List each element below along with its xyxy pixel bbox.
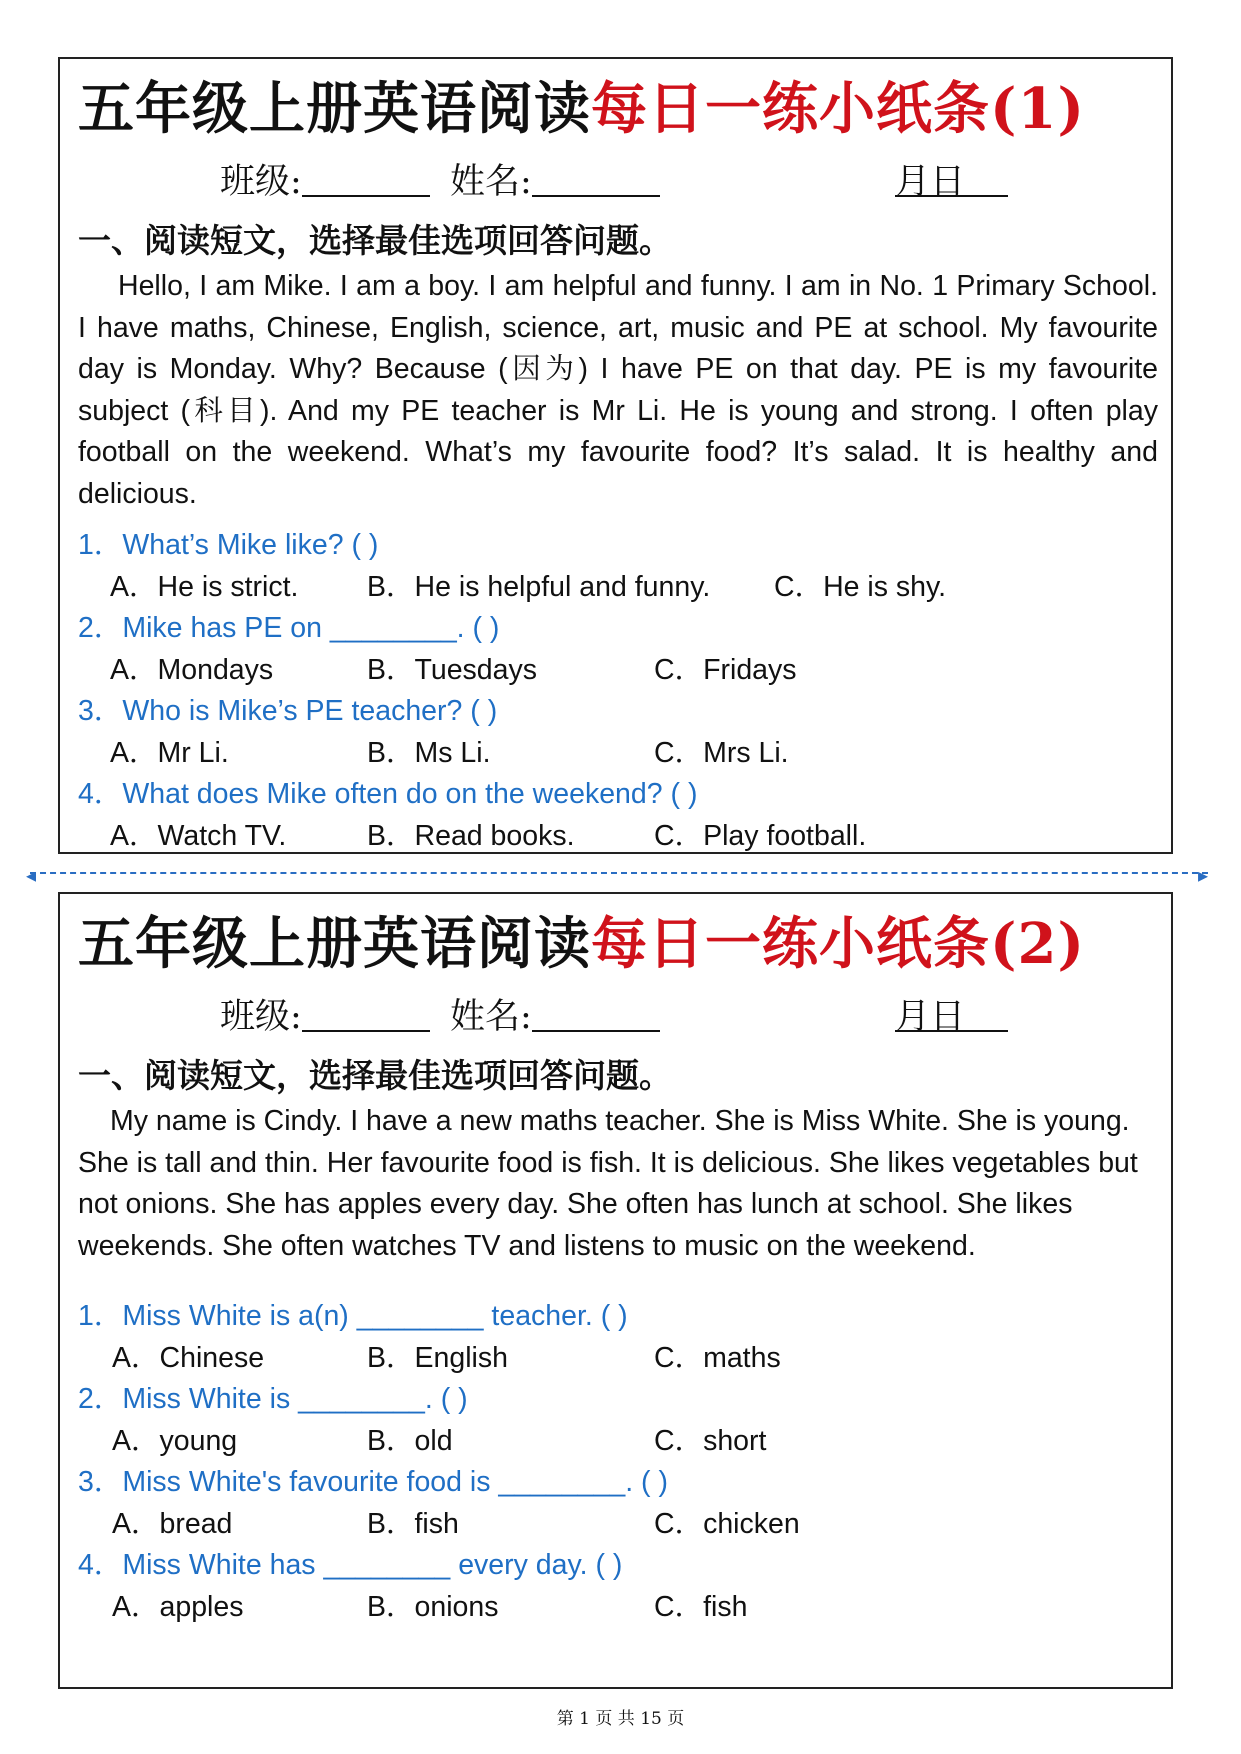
section-heading: 一、阅读短文，选择最佳选项回答问题。 bbox=[78, 1056, 672, 1095]
name-field[interactable] bbox=[450, 992, 532, 1042]
worksheet-card-2 bbox=[58, 892, 1173, 1689]
date-field[interactable] bbox=[895, 157, 965, 207]
student-info-row bbox=[160, 992, 1120, 1042]
option-c[interactable]: C．Play football. bbox=[654, 820, 867, 852]
question-2: 2．Miss White is ________. ( ) bbox=[78, 1383, 468, 1415]
question-1: 1．Miss White is a(n) ________ teacher. ( ) bbox=[78, 1300, 628, 1332]
reading-passage bbox=[78, 1101, 1158, 1267]
month-label: 月 bbox=[895, 162, 931, 202]
student-info-row bbox=[160, 157, 1120, 207]
class-blank[interactable] bbox=[302, 992, 430, 1032]
option-b[interactable]: B．English bbox=[367, 1342, 508, 1374]
sheet-title bbox=[78, 904, 1153, 984]
name-label: 姓名: bbox=[450, 997, 532, 1037]
question-4: 4．What does Mike often do on the weekend? ( ) bbox=[78, 778, 698, 810]
day-blank[interactable] bbox=[930, 157, 1008, 197]
passage-text: My name is Cindy. I have a new maths teacher. She is Miss White. She is young. She is tall and thin. Her favourite food is fish. It is delicious. She likes vegetables but not onions. She has apples every day. She often has lunch at school. She likes weekends. She often watches TV and listens to music on the weekend. bbox=[78, 1105, 1138, 1262]
option-c[interactable]: C．chicken bbox=[654, 1508, 800, 1540]
class-field[interactable] bbox=[220, 992, 302, 1042]
arrow-right-icon: ▸ bbox=[1198, 863, 1209, 887]
day-label: 日 bbox=[930, 997, 966, 1037]
option-c[interactable]: C．Mrs Li. bbox=[654, 737, 789, 769]
question-3: 3．Who is Mike’s PE teacher? ( ) bbox=[78, 695, 498, 727]
title-highlight: 每日一练小纸条(1) bbox=[591, 76, 1085, 142]
option-c[interactable]: C．maths bbox=[654, 1342, 781, 1374]
option-b[interactable]: B．Ms Li. bbox=[367, 737, 491, 769]
option-a[interactable]: A．young bbox=[112, 1425, 238, 1457]
option-a[interactable]: A．Watch TV. bbox=[110, 820, 287, 852]
name-blank[interactable] bbox=[532, 992, 660, 1032]
class-field[interactable] bbox=[220, 157, 302, 207]
sheet-title bbox=[78, 69, 1153, 149]
option-b[interactable]: B．Read books. bbox=[367, 820, 575, 852]
class-blank[interactable] bbox=[302, 157, 430, 197]
name-label: 姓名: bbox=[450, 162, 532, 202]
option-b[interactable]: B．fish bbox=[367, 1508, 459, 1540]
question-4: 4．Miss White has ________ every day. ( ) bbox=[78, 1549, 623, 1581]
question-1: 1．What’s Mike like? ( ) bbox=[78, 529, 379, 561]
class-label: 班级: bbox=[220, 162, 302, 202]
reading-passage bbox=[78, 266, 1158, 515]
option-a[interactable]: A．Mr Li. bbox=[110, 737, 229, 769]
option-b[interactable]: B．onions bbox=[367, 1591, 499, 1623]
option-a[interactable]: A．apples bbox=[112, 1591, 244, 1623]
page-number: 第 1 页 共 15 页 bbox=[556, 1709, 685, 1729]
name-blank[interactable] bbox=[532, 157, 660, 197]
option-a[interactable]: A．Chinese bbox=[112, 1342, 265, 1374]
title-highlight: 每日一练小纸条(2) bbox=[591, 911, 1085, 977]
cut-line bbox=[30, 872, 1208, 874]
option-a[interactable]: A．Mondays bbox=[110, 654, 274, 686]
option-a[interactable]: A．bread bbox=[112, 1508, 233, 1540]
passage-text: Hello, I am Mike. I am a boy. I am helpful and funny. I am in No. 1 Primary School. I have maths, Chinese, English, science, art, music and PE at school. My favourite day is Monday. Why? Because (因为) I have PE on that day. PE is my favourite subject (科目). And my PE teacher is Mr Li. He is young and strong. I often play football on the weekend. What’s my favourite food? It’s salad. It is healthy and delicious. bbox=[78, 270, 1158, 510]
option-c[interactable]: C．fish bbox=[654, 1591, 748, 1623]
class-label: 班级: bbox=[220, 997, 302, 1037]
section-heading: 一、阅读短文，选择最佳选项回答问题。 bbox=[78, 221, 672, 260]
title-main: 五年级上册英语阅读 bbox=[78, 911, 591, 977]
title-main: 五年级上册英语阅读 bbox=[78, 76, 591, 142]
option-c[interactable]: C．Fridays bbox=[654, 654, 797, 686]
month-label: 月 bbox=[895, 997, 931, 1037]
question-2: 2．Mike has PE on ________. ( ) bbox=[78, 612, 500, 644]
question-3: 3．Miss White's favourite food is ________. ( ) bbox=[78, 1466, 668, 1498]
option-b[interactable]: B．He is helpful and funny. bbox=[367, 571, 711, 603]
day-blank[interactable] bbox=[930, 992, 1008, 1032]
arrow-left-icon: ◂ bbox=[26, 863, 37, 887]
option-b[interactable]: B．Tuesdays bbox=[367, 654, 538, 686]
day-label: 日 bbox=[930, 162, 966, 202]
date-field[interactable] bbox=[895, 992, 965, 1042]
option-c[interactable]: C．He is shy. bbox=[774, 571, 947, 603]
worksheet-card-1 bbox=[58, 57, 1173, 854]
option-b[interactable]: B．old bbox=[367, 1425, 453, 1457]
option-a[interactable]: A．He is strict. bbox=[110, 571, 299, 603]
name-field[interactable] bbox=[450, 157, 532, 207]
option-c[interactable]: C．short bbox=[654, 1425, 767, 1457]
